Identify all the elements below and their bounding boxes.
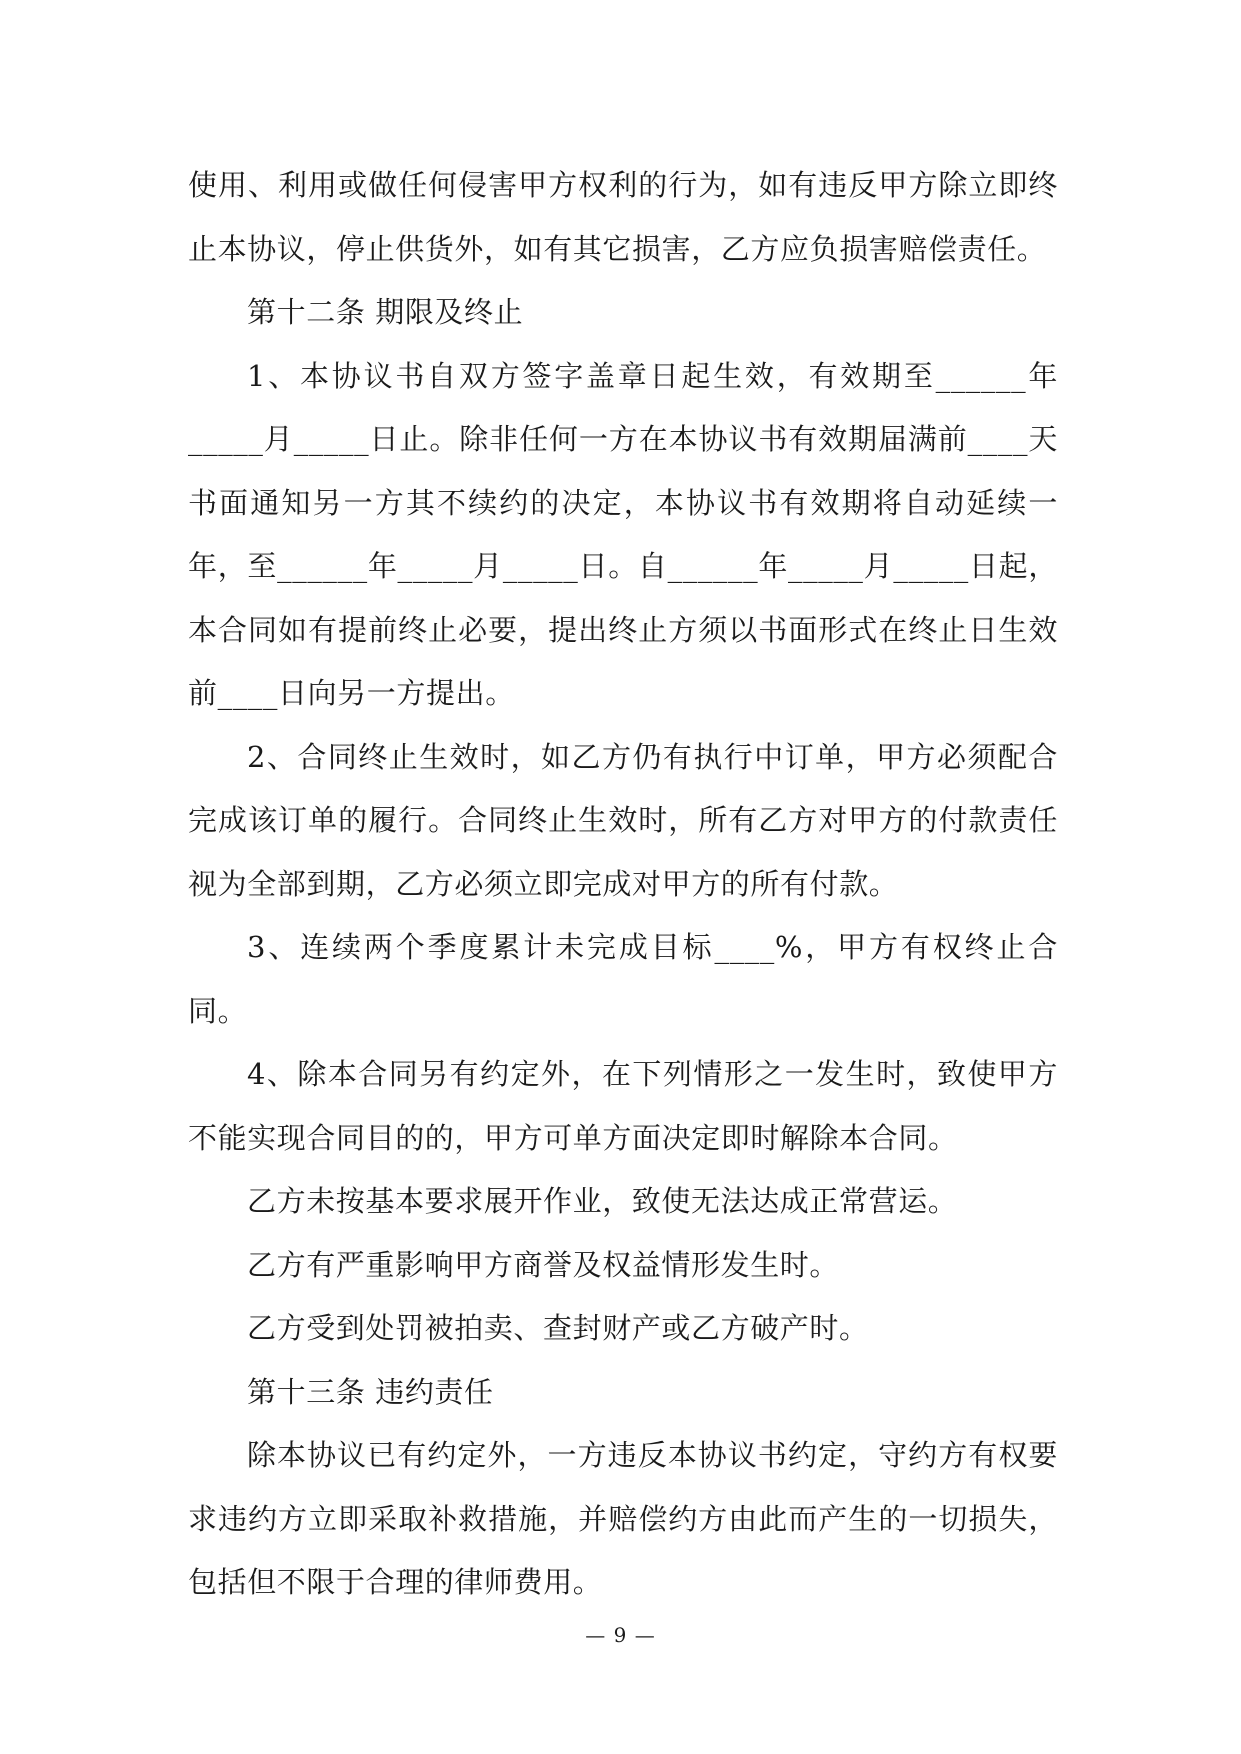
clause-12-2: 2、合同终止生效时，如乙方仍有执行中订单，甲方必须配合完成该订单的履行。合同终止生效时，所有乙方对甲方的付款责任视为全部到期，乙方必须立即完成对甲方的所有付款。	[188, 739, 1058, 901]
condition-item-2: 乙方有严重影响甲方商誉及权益情形发生时。	[247, 1247, 840, 1282]
clause-12-3: 3、连续两个季度累计未完成目标____%，甲方有权终止合同。	[188, 930, 1058, 1028]
paragraph-continuation: 使用、利用或做任何侵害甲方权利的行为，如有违反甲方除立即终止本协议，停止供货外，如有其它损害，乙方应负损害赔偿责任。	[188, 168, 1058, 266]
clause-13-body: 除本协议已有约定外，一方违反本协议书约定，守约方有权要求违约方立即采取补救措施，并赔偿约方由此而产生的一切损失，包括但不限于合理的律师费用。	[188, 1438, 1058, 1599]
page-number: — 9 —	[585, 1623, 656, 1647]
article-12-heading: 第十二条 期限及终止	[247, 295, 524, 329]
condition-item-1: 乙方未按基本要求展开作业，致使无法达成正常营运。	[247, 1184, 958, 1218]
condition-item-3: 乙方受到处罚被拍卖、查封财产或乙方破产时。	[247, 1311, 869, 1345]
document-body	[188, 154, 1058, 1615]
clause-12-1: 1、本协议书自双方签字盖章日起生效，有效期至______年_____月_____日止。除非任何一方在本协议书有效期届满前____天书面通知另一方其不续约的决定，本协议书有效期将自动延续一年，至______年_____月_____日。自______年_____月_____日起，本合同如有提前终止必要，提出终止方须以书面形式在终止日生效前____日向另一方提出。	[188, 358, 1058, 710]
clause-12-4: 4、除本合同另有约定外，在下列情形之一发生时，致使甲方不能实现合同目的的，甲方可单方面决定即时解除本合同。	[188, 1057, 1058, 1155]
article-13-heading: 第十三条 违约责任	[247, 1374, 494, 1409]
